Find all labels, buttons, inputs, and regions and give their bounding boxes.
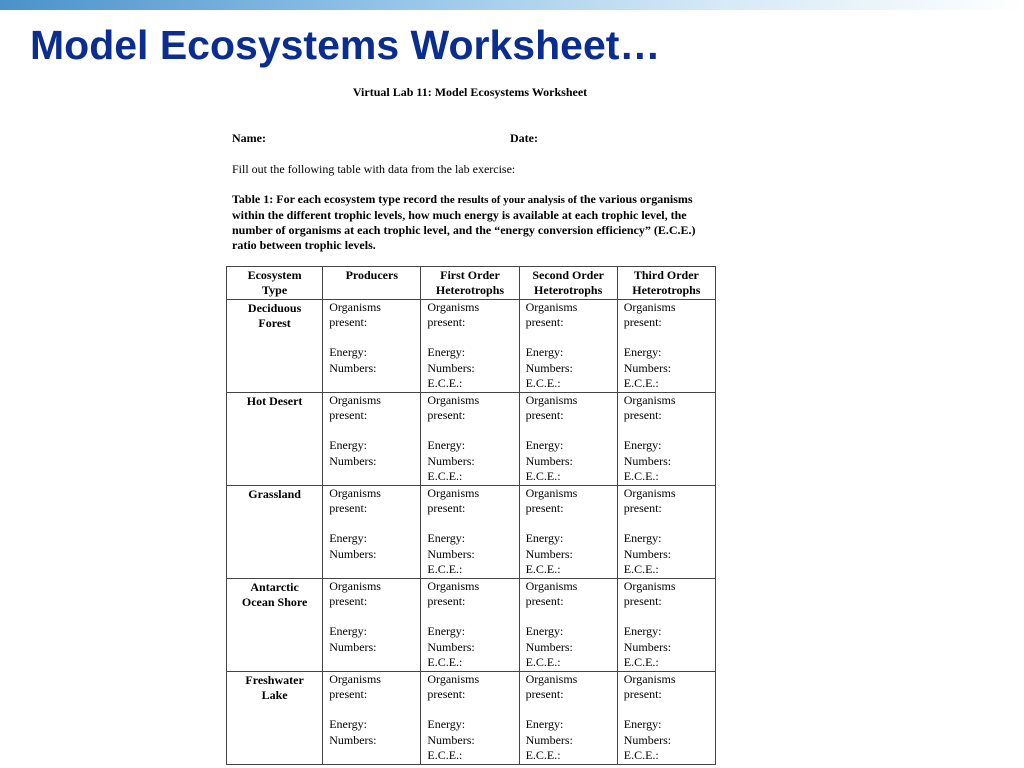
label-organisms-2: present: xyxy=(329,407,368,422)
caption-part-2: the results of your analysis of xyxy=(440,194,577,206)
label-organisms-1: Organisms xyxy=(525,578,578,593)
worksheet-title: Virtual Lab 11: Model Ecosystems Worksheet xyxy=(352,85,588,99)
label-organisms-1: Organisms xyxy=(525,299,578,314)
producers-cell xyxy=(323,671,421,764)
label-energy: Energy: xyxy=(623,345,662,360)
ecosystem-type-cell: Freshwater Lake xyxy=(227,671,323,764)
header-first-order: First Order Heterotrophs xyxy=(421,267,519,300)
label-ece: E.C.E.: xyxy=(525,748,561,763)
label-energy: Energy: xyxy=(329,345,367,360)
header-ecosystem-type: Ecosystem Type xyxy=(227,267,323,300)
label-energy: Energy: xyxy=(427,345,466,360)
label-energy: Energy: xyxy=(525,438,564,453)
label-numbers: Numbers: xyxy=(329,546,377,561)
label-numbers: Numbers: xyxy=(525,360,573,375)
label-energy: Energy: xyxy=(427,717,466,732)
label-energy: Energy: xyxy=(623,717,662,732)
label-organisms-1: Organisms xyxy=(623,671,676,686)
table-row-deciduous-forest xyxy=(227,299,716,392)
name-label: Name: xyxy=(232,131,266,145)
top-accent-bar xyxy=(0,0,1024,10)
label-numbers: Numbers: xyxy=(427,546,475,561)
producers-cell xyxy=(323,299,421,392)
label-organisms-1: Organisms xyxy=(427,485,480,500)
label-organisms-1: Organisms xyxy=(427,671,480,686)
label-ece: E.C.E.: xyxy=(623,469,659,484)
label-energy: Energy: xyxy=(525,624,564,639)
third-order-cell xyxy=(617,671,715,764)
label-energy: Energy: xyxy=(623,438,662,453)
label-organisms-1: Organisms xyxy=(623,392,676,407)
second-order-cell xyxy=(519,392,617,485)
label-numbers: Numbers: xyxy=(329,732,377,747)
label-organisms-2: present: xyxy=(427,314,466,329)
producers-cell xyxy=(323,578,421,671)
label-organisms-2: present: xyxy=(525,407,564,422)
label-organisms-2: present: xyxy=(623,407,662,422)
label-energy: Energy: xyxy=(525,345,564,360)
table-row-freshwater-lake xyxy=(227,671,716,764)
date-label: Date: xyxy=(510,131,538,145)
label-organisms-2: present: xyxy=(427,593,466,608)
caption-part-3: the various organisms within the different trophic levels, how much energy is available at each trophic level, the number of organisms at each trophic level, and the “energy conversion efficiency” (E.C.E.) ratio between trophic levels. xyxy=(232,192,696,252)
label-energy: Energy: xyxy=(525,531,564,546)
label-organisms-2: present: xyxy=(623,500,662,515)
ecosystem-type-cell: Antarctic Ocean Shore xyxy=(227,578,323,671)
label-numbers: Numbers: xyxy=(427,453,475,468)
label-energy: Energy: xyxy=(329,624,367,639)
label-organisms-2: present: xyxy=(427,500,466,515)
label-energy: Energy: xyxy=(623,531,662,546)
third-order-cell xyxy=(617,578,715,671)
label-ece: E.C.E.: xyxy=(525,469,561,484)
first-order-cell xyxy=(421,671,519,764)
label-organisms-2: present: xyxy=(623,593,662,608)
table-header-row xyxy=(227,267,716,300)
producers-cell xyxy=(323,392,421,485)
label-ece: E.C.E.: xyxy=(427,655,463,670)
label-numbers: Numbers: xyxy=(525,732,573,747)
label-numbers: Numbers: xyxy=(623,639,672,654)
second-order-cell xyxy=(519,299,617,392)
label-ece: E.C.E.: xyxy=(623,376,659,391)
label-numbers: Numbers: xyxy=(329,360,377,375)
label-organisms-1: Organisms xyxy=(427,392,480,407)
label-ece: E.C.E.: xyxy=(623,655,659,670)
table-row-grassland xyxy=(227,485,716,578)
table-row-hot-desert xyxy=(227,392,716,485)
label-numbers: Numbers: xyxy=(329,639,377,654)
second-order-cell xyxy=(519,578,617,671)
first-order-cell xyxy=(421,392,519,485)
label-organisms-1: Organisms xyxy=(623,299,676,314)
ecosystem-type-cell: Hot Desert xyxy=(227,392,323,485)
label-energy: Energy: xyxy=(329,438,367,453)
label-ece: E.C.E.: xyxy=(623,748,659,763)
first-order-cell xyxy=(421,485,519,578)
label-organisms-1: Organisms xyxy=(525,485,578,500)
label-ece: E.C.E.: xyxy=(427,748,463,763)
label-organisms-2: present: xyxy=(329,593,368,608)
label-numbers: Numbers: xyxy=(329,453,377,468)
label-ece: E.C.E.: xyxy=(427,469,463,484)
label-organisms-2: present: xyxy=(329,314,368,329)
label-organisms-1: Organisms xyxy=(427,578,480,593)
ecosystem-table xyxy=(226,266,716,765)
label-ece: E.C.E.: xyxy=(525,376,561,391)
third-order-cell xyxy=(617,485,715,578)
table-row-antarctic-ocean-shore xyxy=(227,578,716,671)
label-organisms-2: present: xyxy=(427,686,466,701)
label-organisms-1: Organisms xyxy=(329,578,381,593)
ecosystem-type-cell: Grassland xyxy=(227,485,323,578)
label-numbers: Numbers: xyxy=(623,360,672,375)
label-organisms-2: present: xyxy=(525,314,564,329)
label-energy: Energy: xyxy=(329,531,367,546)
label-organisms-2: present: xyxy=(623,314,662,329)
label-organisms-1: Organisms xyxy=(329,392,381,407)
label-energy: Energy: xyxy=(427,531,466,546)
third-order-cell xyxy=(617,299,715,392)
label-organisms-1: Organisms xyxy=(427,299,480,314)
label-ece: E.C.E.: xyxy=(427,562,463,577)
label-organisms-2: present: xyxy=(329,500,368,515)
label-ece: E.C.E.: xyxy=(623,562,659,577)
label-ece: E.C.E.: xyxy=(525,562,561,577)
label-numbers: Numbers: xyxy=(427,732,475,747)
instructions-text: Fill out the following table with data from the lab exercise: xyxy=(232,162,516,176)
label-organisms-1: Organisms xyxy=(623,485,676,500)
label-energy: Energy: xyxy=(525,717,564,732)
label-organisms-1: Organisms xyxy=(329,485,381,500)
label-numbers: Numbers: xyxy=(623,732,672,747)
label-organisms-2: present: xyxy=(623,686,662,701)
label-ece: E.C.E.: xyxy=(525,655,561,670)
label-organisms-1: Organisms xyxy=(525,392,578,407)
second-order-cell xyxy=(519,485,617,578)
slide-title: Model Ecosystems Worksheet… xyxy=(30,22,661,68)
label-organisms-1: Organisms xyxy=(329,671,381,686)
label-energy: Energy: xyxy=(329,717,367,732)
second-order-cell xyxy=(519,671,617,764)
label-organisms-1: Organisms xyxy=(623,578,676,593)
label-numbers: Numbers: xyxy=(623,453,672,468)
label-energy: Energy: xyxy=(427,624,466,639)
producers-cell xyxy=(323,485,421,578)
label-numbers: Numbers: xyxy=(525,546,573,561)
label-organisms-2: present: xyxy=(525,593,564,608)
third-order-cell xyxy=(617,392,715,485)
label-numbers: Numbers: xyxy=(427,639,475,654)
label-organisms-2: present: xyxy=(525,686,564,701)
label-numbers: Numbers: xyxy=(525,453,573,468)
label-ece: E.C.E.: xyxy=(427,376,463,391)
ecosystem-type-cell: Deciduous Forest xyxy=(227,299,323,392)
label-organisms-2: present: xyxy=(329,686,368,701)
header-producers: Producers xyxy=(323,267,421,300)
first-order-cell xyxy=(421,578,519,671)
table-caption xyxy=(232,192,717,253)
first-order-cell xyxy=(421,299,519,392)
label-organisms-1: Organisms xyxy=(329,299,381,314)
label-organisms-2: present: xyxy=(427,407,466,422)
label-energy: Energy: xyxy=(427,438,466,453)
label-organisms-2: present: xyxy=(525,500,564,515)
caption-part-1: Table 1: For each ecosystem type record xyxy=(232,192,441,206)
label-numbers: Numbers: xyxy=(427,360,475,375)
header-second-order: Second Order Heterotrophs xyxy=(519,267,617,300)
label-energy: Energy: xyxy=(623,624,662,639)
label-numbers: Numbers: xyxy=(623,546,672,561)
label-numbers: Numbers: xyxy=(525,639,573,654)
header-third-order: Third Order Heterotrophs xyxy=(617,267,715,300)
label-organisms-1: Organisms xyxy=(525,671,578,686)
